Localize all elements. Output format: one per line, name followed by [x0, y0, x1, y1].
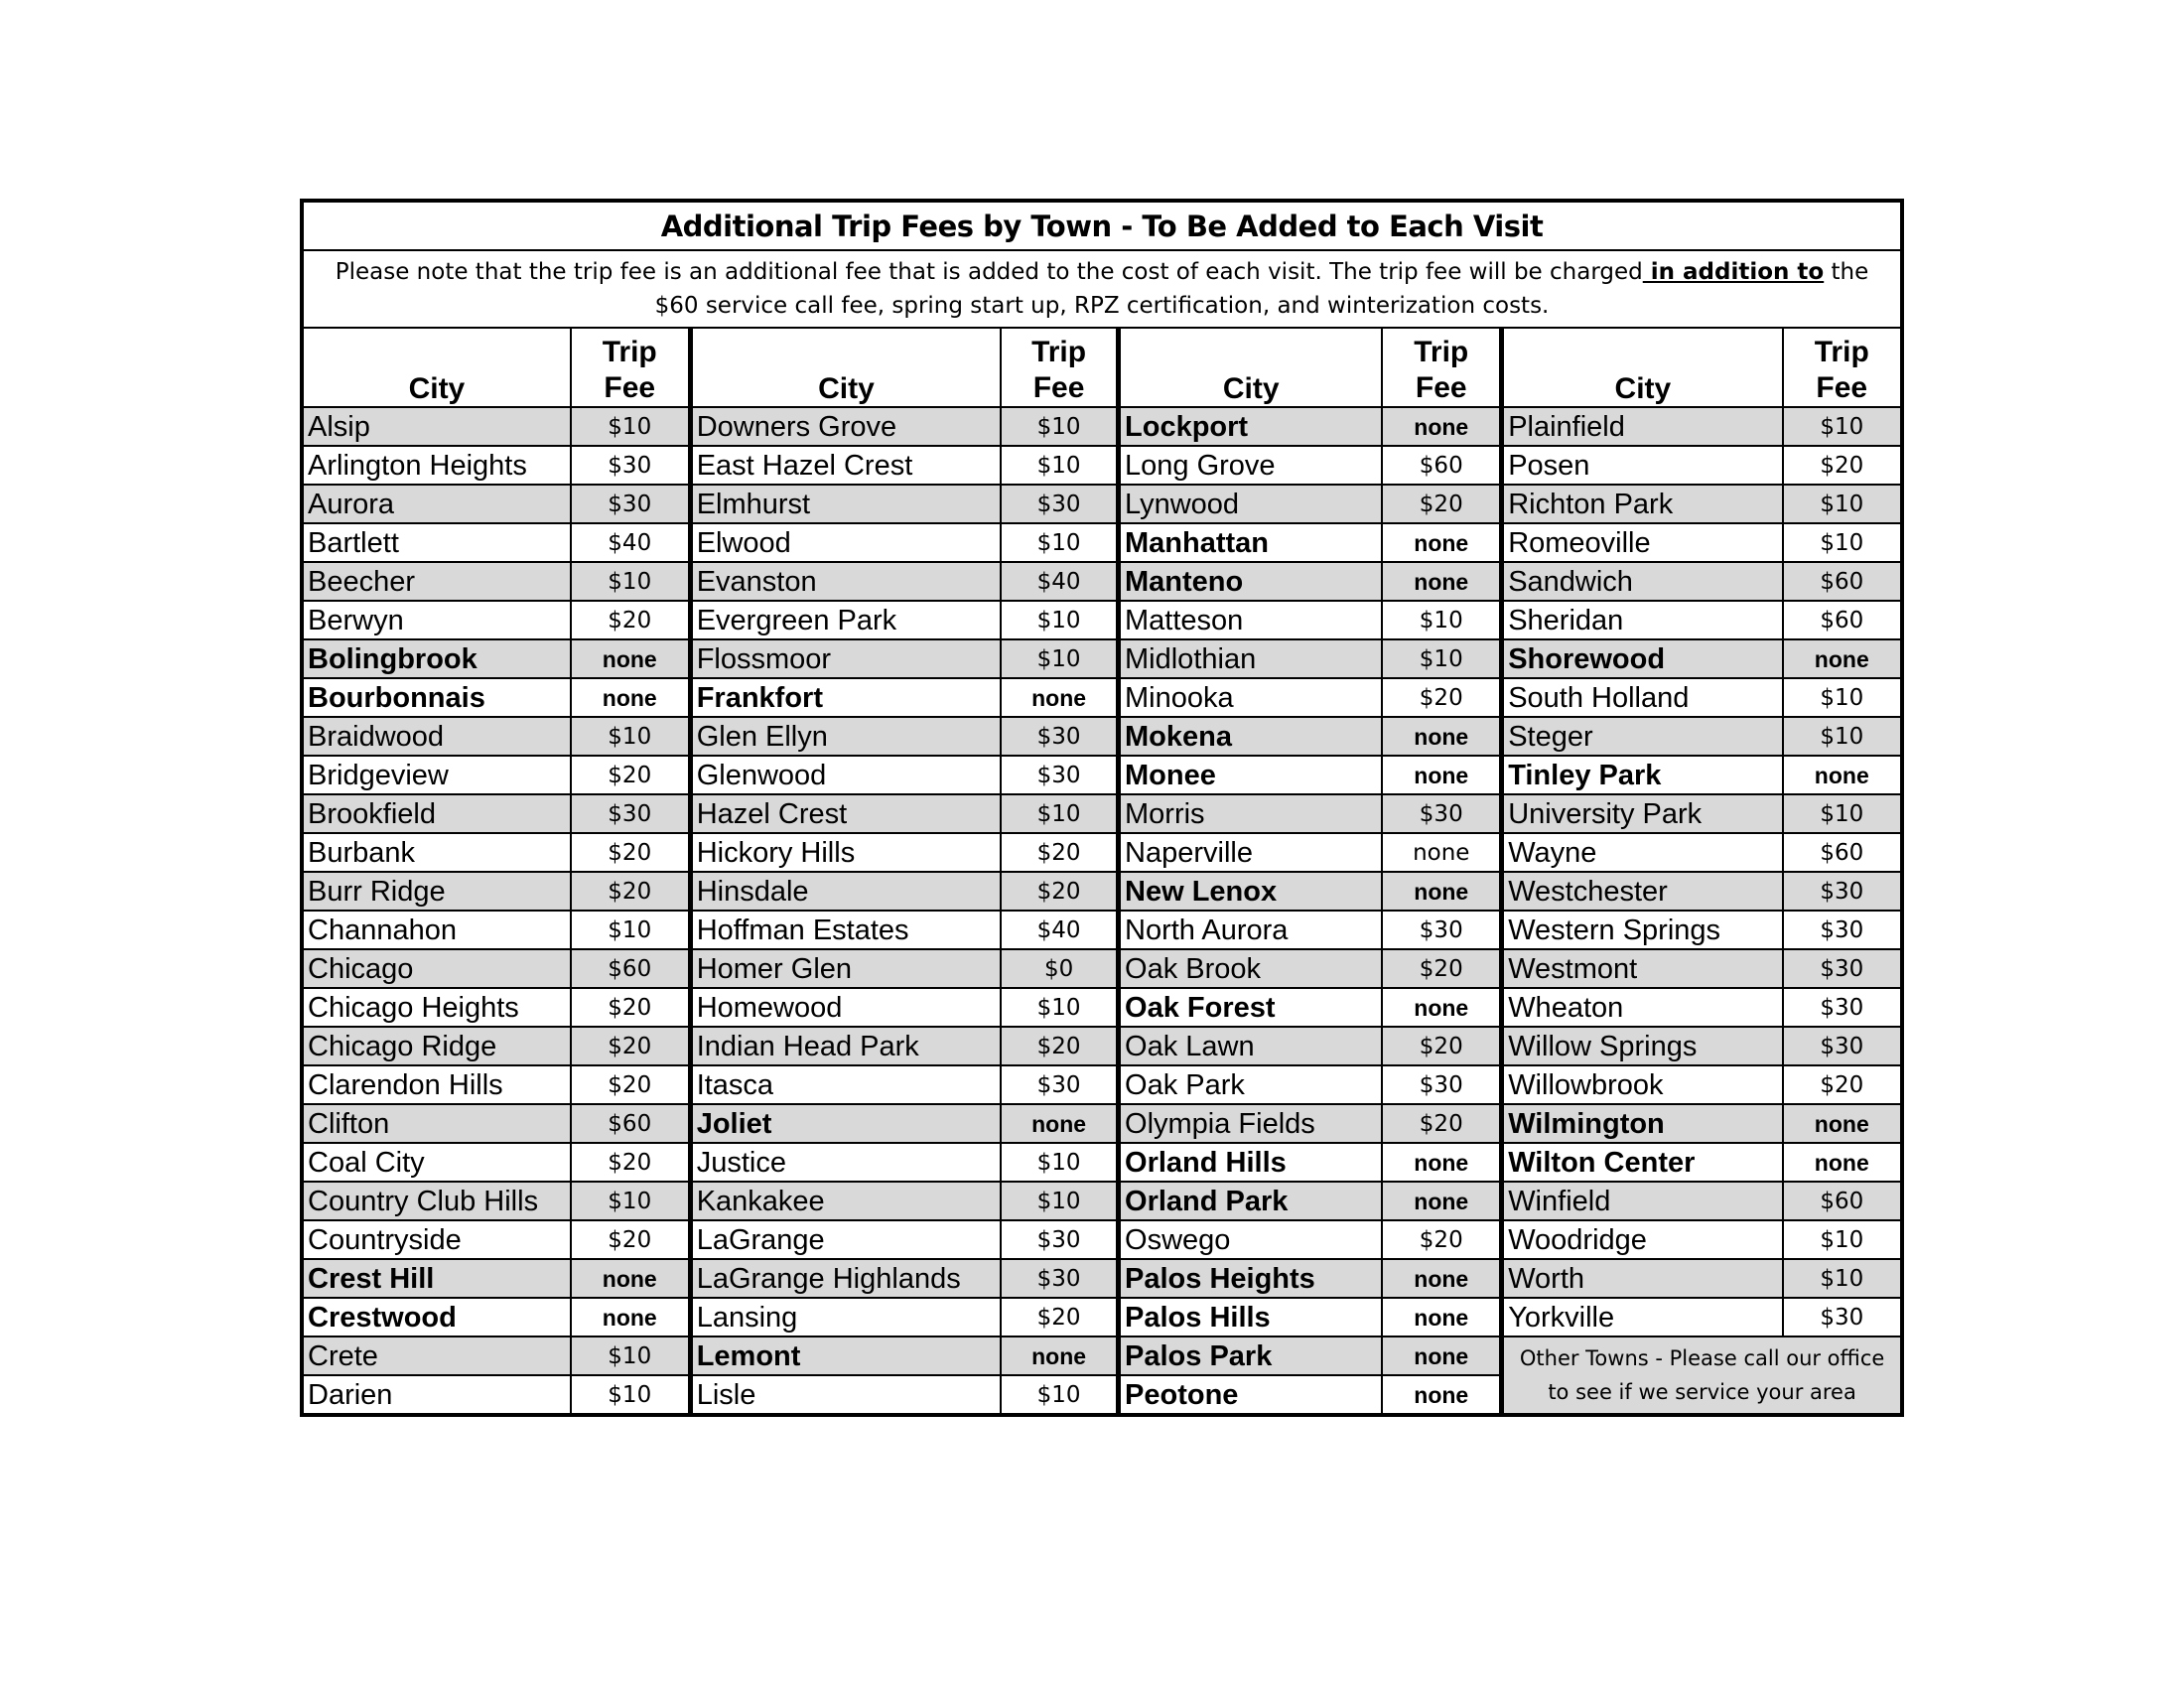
city-name: Sheridan: [1502, 601, 1783, 639]
header-trip-fee: [1382, 328, 1501, 407]
trip-fee-value: none: [1783, 756, 1902, 794]
trip-fee-value: $20: [1382, 678, 1501, 717]
city-name: East Hazel Crest: [690, 446, 1001, 485]
city-name: Braidwood: [302, 717, 571, 756]
trip-fee-value: $10: [1001, 523, 1118, 562]
trip-fee-value: $30: [1001, 1259, 1118, 1298]
city-name: Evergreen Park: [690, 601, 1001, 639]
city-name: Orland Park: [1119, 1182, 1383, 1220]
trip-fee-value: $20: [571, 833, 690, 872]
city-name: Manteno: [1119, 562, 1383, 601]
table-row: [302, 678, 1902, 717]
trip-fee-value: none: [1783, 1143, 1902, 1182]
trip-fee-value: $40: [1001, 911, 1118, 949]
trip-fee-value: $10: [571, 1336, 690, 1375]
trip-fee-value: none: [1382, 562, 1501, 601]
trip-fee-value: $10: [1001, 639, 1118, 678]
city-name: Clarendon Hills: [302, 1065, 571, 1104]
trip-fee-value: $30: [1783, 1298, 1902, 1336]
trip-fee-value: $30: [1001, 1220, 1118, 1259]
trip-fee-value: $60: [1783, 1182, 1902, 1220]
trip-fee-value: $0: [1001, 949, 1118, 988]
trip-fee-value: none: [1382, 1182, 1501, 1220]
header-trip-fee-line1: Trip: [1031, 336, 1087, 368]
table-row: [302, 794, 1902, 833]
trip-fee-value: $10: [1382, 601, 1501, 639]
table-row: [302, 1220, 1902, 1259]
city-name: Countryside: [302, 1220, 571, 1259]
city-name: Burr Ridge: [302, 872, 571, 911]
trip-fee-value: $10: [1001, 794, 1118, 833]
city-name: Olympia Fields: [1119, 1104, 1383, 1143]
header-trip-fee-line2: Fee: [1816, 371, 1868, 404]
trip-fee-value: none: [1382, 1259, 1501, 1298]
city-name: Orland Hills: [1119, 1143, 1383, 1182]
city-name: Chicago Heights: [302, 988, 571, 1027]
header-trip-fee: [1783, 328, 1902, 407]
table-row: [302, 639, 1902, 678]
header-city: City: [690, 328, 1001, 407]
table-row: [302, 601, 1902, 639]
city-name: Willow Springs: [1502, 1027, 1783, 1065]
table-row: [302, 1104, 1902, 1143]
header-city: City: [302, 328, 571, 407]
trip-fee-value: $20: [1001, 872, 1118, 911]
city-name: Shorewood: [1502, 639, 1783, 678]
table-row: [302, 1065, 1902, 1104]
trip-fee-value: $30: [1783, 1027, 1902, 1065]
city-name: Hoffman Estates: [690, 911, 1001, 949]
city-name: Willowbrook: [1502, 1065, 1783, 1104]
city-name: Bolingbrook: [302, 639, 571, 678]
table-row: [302, 485, 1902, 523]
trip-fee-value: none: [571, 678, 690, 717]
city-name: Tinley Park: [1502, 756, 1783, 794]
trip-fee-value: $20: [1382, 485, 1501, 523]
trip-fee-value: $60: [1783, 601, 1902, 639]
city-name: Alsip: [302, 407, 571, 446]
trip-fee-value: $30: [1001, 756, 1118, 794]
city-name: Brookfield: [302, 794, 571, 833]
city-name: Wayne: [1502, 833, 1783, 872]
trip-fee-value: none: [1382, 833, 1501, 872]
trip-fee-value: $20: [571, 1143, 690, 1182]
city-name: Westchester: [1502, 872, 1783, 911]
trip-fee-table: [300, 199, 1904, 1417]
city-name: Woodridge: [1502, 1220, 1783, 1259]
city-name: Beecher: [302, 562, 571, 601]
city-name: Elwood: [690, 523, 1001, 562]
trip-fee-value: $10: [571, 1375, 690, 1415]
city-name: Coal City: [302, 1143, 571, 1182]
trip-fee-value: none: [1382, 872, 1501, 911]
city-name: Kankakee: [690, 1182, 1001, 1220]
city-name: Oak Brook: [1119, 949, 1383, 988]
city-name: Plainfield: [1502, 407, 1783, 446]
trip-fee-value: $10: [571, 1182, 690, 1220]
header-trip-fee: [1001, 328, 1118, 407]
header-city: City: [1119, 328, 1383, 407]
trip-fee-value: none: [571, 1259, 690, 1298]
city-name: Homer Glen: [690, 949, 1001, 988]
city-name: Romeoville: [1502, 523, 1783, 562]
trip-fee-value: $30: [1382, 911, 1501, 949]
table-row: [302, 988, 1902, 1027]
city-name: Lynwood: [1119, 485, 1383, 523]
table-row: [302, 523, 1902, 562]
trip-fee-value: $30: [1382, 1065, 1501, 1104]
trip-fee-value: $10: [1001, 407, 1118, 446]
city-name: Chicago Ridge: [302, 1027, 571, 1065]
trip-fee-value: $30: [1783, 949, 1902, 988]
trip-fee-value: none: [1382, 1143, 1501, 1182]
note-emphasis: in addition to: [1642, 259, 1825, 285]
city-name: Joliet: [690, 1104, 1001, 1143]
trip-fee-value: $10: [1783, 407, 1902, 446]
city-name: Downers Grove: [690, 407, 1001, 446]
city-name: Bartlett: [302, 523, 571, 562]
table-title: Additional Trip Fees by Town - To Be Added to Each Visit: [302, 201, 1902, 250]
trip-fee-value: $30: [1783, 872, 1902, 911]
trip-fee-value: none: [1382, 756, 1501, 794]
city-name: Homewood: [690, 988, 1001, 1027]
trip-fee-value: $20: [1783, 1065, 1902, 1104]
city-name: Sandwich: [1502, 562, 1783, 601]
header-trip-fee-line1: Trip: [1414, 336, 1469, 368]
trip-fee-value: $40: [1001, 562, 1118, 601]
trip-fee-rows: [302, 407, 1902, 1415]
table-row: [302, 1298, 1902, 1336]
header-city: City: [1502, 328, 1783, 407]
trip-fee-value: $20: [1382, 1220, 1501, 1259]
header-trip-fee-line2: Fee: [604, 371, 656, 404]
trip-fee-value: none: [571, 639, 690, 678]
city-name: Aurora: [302, 485, 571, 523]
city-name: Steger: [1502, 717, 1783, 756]
trip-fee-value: $10: [571, 717, 690, 756]
city-name: Palos Park: [1119, 1336, 1383, 1375]
city-name: Lisle: [690, 1375, 1001, 1415]
trip-fee-value: none: [1382, 407, 1501, 446]
header-trip-fee: [571, 328, 690, 407]
note-text-after: the $60 service call fee, spring start up, RPZ certification, and winterization costs.: [654, 259, 1869, 319]
city-name: Bourbonnais: [302, 678, 571, 717]
city-name: Evanston: [690, 562, 1001, 601]
trip-fee-value: $20: [571, 1027, 690, 1065]
city-name: Berwyn: [302, 601, 571, 639]
city-name: Richton Park: [1502, 485, 1783, 523]
table-row: [302, 833, 1902, 872]
city-name: Justice: [690, 1143, 1001, 1182]
table-row: [302, 1336, 1902, 1375]
city-name: Westmont: [1502, 949, 1783, 988]
trip-fee-value: $20: [571, 872, 690, 911]
trip-fee-value: $10: [1001, 1182, 1118, 1220]
table-row: [302, 407, 1902, 446]
city-name: Palos Heights: [1119, 1259, 1383, 1298]
trip-fee-value: $30: [1001, 1065, 1118, 1104]
city-name: South Holland: [1502, 678, 1783, 717]
city-name: Peotone: [1119, 1375, 1383, 1415]
trip-fee-value: $20: [1382, 949, 1501, 988]
other-towns-note: Other Towns - Please call our office to see if we service your area: [1502, 1336, 1902, 1415]
trip-fee-value: $20: [571, 601, 690, 639]
table-row: [302, 1182, 1902, 1220]
trip-fee-value: $30: [571, 446, 690, 485]
table-row: [302, 446, 1902, 485]
trip-fee-value: none: [1001, 1336, 1118, 1375]
city-name: Clifton: [302, 1104, 571, 1143]
trip-fee-value: $60: [1783, 833, 1902, 872]
trip-fee-value: $10: [1001, 601, 1118, 639]
city-name: Oak Lawn: [1119, 1027, 1383, 1065]
trip-fee-value: none: [1382, 1375, 1501, 1415]
table-row: [302, 562, 1902, 601]
trip-fee-value: $10: [1382, 639, 1501, 678]
table-row: [302, 756, 1902, 794]
city-name: Western Springs: [1502, 911, 1783, 949]
city-name: Flossmoor: [690, 639, 1001, 678]
trip-fee-value: $30: [1382, 794, 1501, 833]
city-name: Indian Head Park: [690, 1027, 1001, 1065]
trip-fee-value: $20: [571, 988, 690, 1027]
trip-fee-value: $10: [1783, 485, 1902, 523]
trip-fee-value: $10: [1783, 1259, 1902, 1298]
city-name: Crestwood: [302, 1298, 571, 1336]
city-name: Channahon: [302, 911, 571, 949]
city-name: LaGrange Highlands: [690, 1259, 1001, 1298]
city-name: Hickory Hills: [690, 833, 1001, 872]
city-name: Glenwood: [690, 756, 1001, 794]
city-name: Itasca: [690, 1065, 1001, 1104]
trip-fee-note: [302, 250, 1902, 328]
city-name: Hinsdale: [690, 872, 1001, 911]
trip-fee-value: $20: [1382, 1104, 1501, 1143]
city-name: Crete: [302, 1336, 571, 1375]
table-row: [302, 1027, 1902, 1065]
trip-fee-value: none: [1783, 1104, 1902, 1143]
city-name: Manhattan: [1119, 523, 1383, 562]
header-trip-fee-line2: Fee: [1032, 371, 1085, 404]
city-name: Morris: [1119, 794, 1383, 833]
trip-fee-value: none: [1001, 1104, 1118, 1143]
city-name: Elmhurst: [690, 485, 1001, 523]
note-text-before: Please note that the trip fee is an additional fee that is added to the cost of each visit. The trip fee will be charged: [335, 259, 1643, 285]
city-name: LaGrange: [690, 1220, 1001, 1259]
trip-fee-value: $20: [571, 1220, 690, 1259]
city-name: Yorkville: [1502, 1298, 1783, 1336]
table-row: [302, 1259, 1902, 1298]
city-name: Frankfort: [690, 678, 1001, 717]
city-name: Arlington Heights: [302, 446, 571, 485]
header-trip-fee-line2: Fee: [1415, 371, 1467, 404]
city-name: Wheaton: [1502, 988, 1783, 1027]
city-name: Worth: [1502, 1259, 1783, 1298]
city-name: Palos Hills: [1119, 1298, 1383, 1336]
city-name: Midlothian: [1119, 639, 1383, 678]
trip-fee-value: $60: [571, 949, 690, 988]
city-name: North Aurora: [1119, 911, 1383, 949]
city-name: Hazel Crest: [690, 794, 1001, 833]
trip-fee-value: $30: [1001, 485, 1118, 523]
table-row: [302, 872, 1902, 911]
trip-fee-value: $20: [571, 756, 690, 794]
city-name: Lockport: [1119, 407, 1383, 446]
city-name: Oak Park: [1119, 1065, 1383, 1104]
city-name: Crest Hill: [302, 1259, 571, 1298]
city-name: Matteson: [1119, 601, 1383, 639]
trip-fee-value: none: [1001, 678, 1118, 717]
city-name: Oswego: [1119, 1220, 1383, 1259]
trip-fee-value: $30: [571, 794, 690, 833]
trip-fee-value: $10: [1001, 988, 1118, 1027]
trip-fee-value: $10: [571, 911, 690, 949]
trip-fee-value: none: [571, 1298, 690, 1336]
city-name: Monee: [1119, 756, 1383, 794]
table-row: [302, 1143, 1902, 1182]
trip-fee-value: $10: [1001, 446, 1118, 485]
trip-fee-value: $30: [1001, 717, 1118, 756]
table-row: [302, 911, 1902, 949]
trip-fee-value: none: [1382, 717, 1501, 756]
trip-fee-value: $30: [1783, 988, 1902, 1027]
city-name: Posen: [1502, 446, 1783, 485]
trip-fee-value: $20: [1001, 833, 1118, 872]
city-name: Mokena: [1119, 717, 1383, 756]
trip-fee-value: $40: [571, 523, 690, 562]
city-name: Lemont: [690, 1336, 1001, 1375]
trip-fee-value: $10: [1001, 1143, 1118, 1182]
header-trip-fee-line1: Trip: [602, 336, 657, 368]
table-row: [302, 949, 1902, 988]
city-name: Burbank: [302, 833, 571, 872]
city-name: Glen Ellyn: [690, 717, 1001, 756]
trip-fee-value: $10: [571, 407, 690, 446]
trip-fee-value: $60: [571, 1104, 690, 1143]
trip-fee-value: $60: [1382, 446, 1501, 485]
city-name: Naperville: [1119, 833, 1383, 872]
trip-fee-value: $10: [1783, 523, 1902, 562]
header-trip-fee-line1: Trip: [1814, 336, 1869, 368]
city-name: Country Club Hills: [302, 1182, 571, 1220]
trip-fee-value: none: [1382, 988, 1501, 1027]
city-name: Chicago: [302, 949, 571, 988]
trip-fee-value: $30: [571, 485, 690, 523]
trip-fee-value: $20: [1783, 446, 1902, 485]
trip-fee-value: none: [1382, 523, 1501, 562]
trip-fee-value: $10: [1783, 717, 1902, 756]
trip-fee-value: none: [1783, 639, 1902, 678]
city-name: Minooka: [1119, 678, 1383, 717]
trip-fee-value: $20: [1382, 1027, 1501, 1065]
trip-fee-value: $20: [571, 1065, 690, 1104]
table-row: [302, 717, 1902, 756]
trip-fee-value: $10: [1783, 1220, 1902, 1259]
city-name: New Lenox: [1119, 872, 1383, 911]
city-name: Lansing: [690, 1298, 1001, 1336]
trip-fee-value: none: [1382, 1336, 1501, 1375]
trip-fee-value: $20: [1001, 1298, 1118, 1336]
city-name: Long Grove: [1119, 446, 1383, 485]
trip-fee-value: $30: [1783, 911, 1902, 949]
trip-fee-value: $10: [571, 562, 690, 601]
column-header-row: [302, 328, 1902, 407]
city-name: Wilton Center: [1502, 1143, 1783, 1182]
city-name: Bridgeview: [302, 756, 571, 794]
trip-fee-value: $10: [1783, 678, 1902, 717]
city-name: Oak Forest: [1119, 988, 1383, 1027]
trip-fee-value: $60: [1783, 562, 1902, 601]
city-name: Winfield: [1502, 1182, 1783, 1220]
city-name: Wilmington: [1502, 1104, 1783, 1143]
trip-fee-value: $20: [1001, 1027, 1118, 1065]
trip-fee-value: none: [1382, 1298, 1501, 1336]
city-name: Darien: [302, 1375, 571, 1415]
city-name: University Park: [1502, 794, 1783, 833]
trip-fee-value: $10: [1783, 794, 1902, 833]
trip-fee-value: $10: [1001, 1375, 1118, 1415]
